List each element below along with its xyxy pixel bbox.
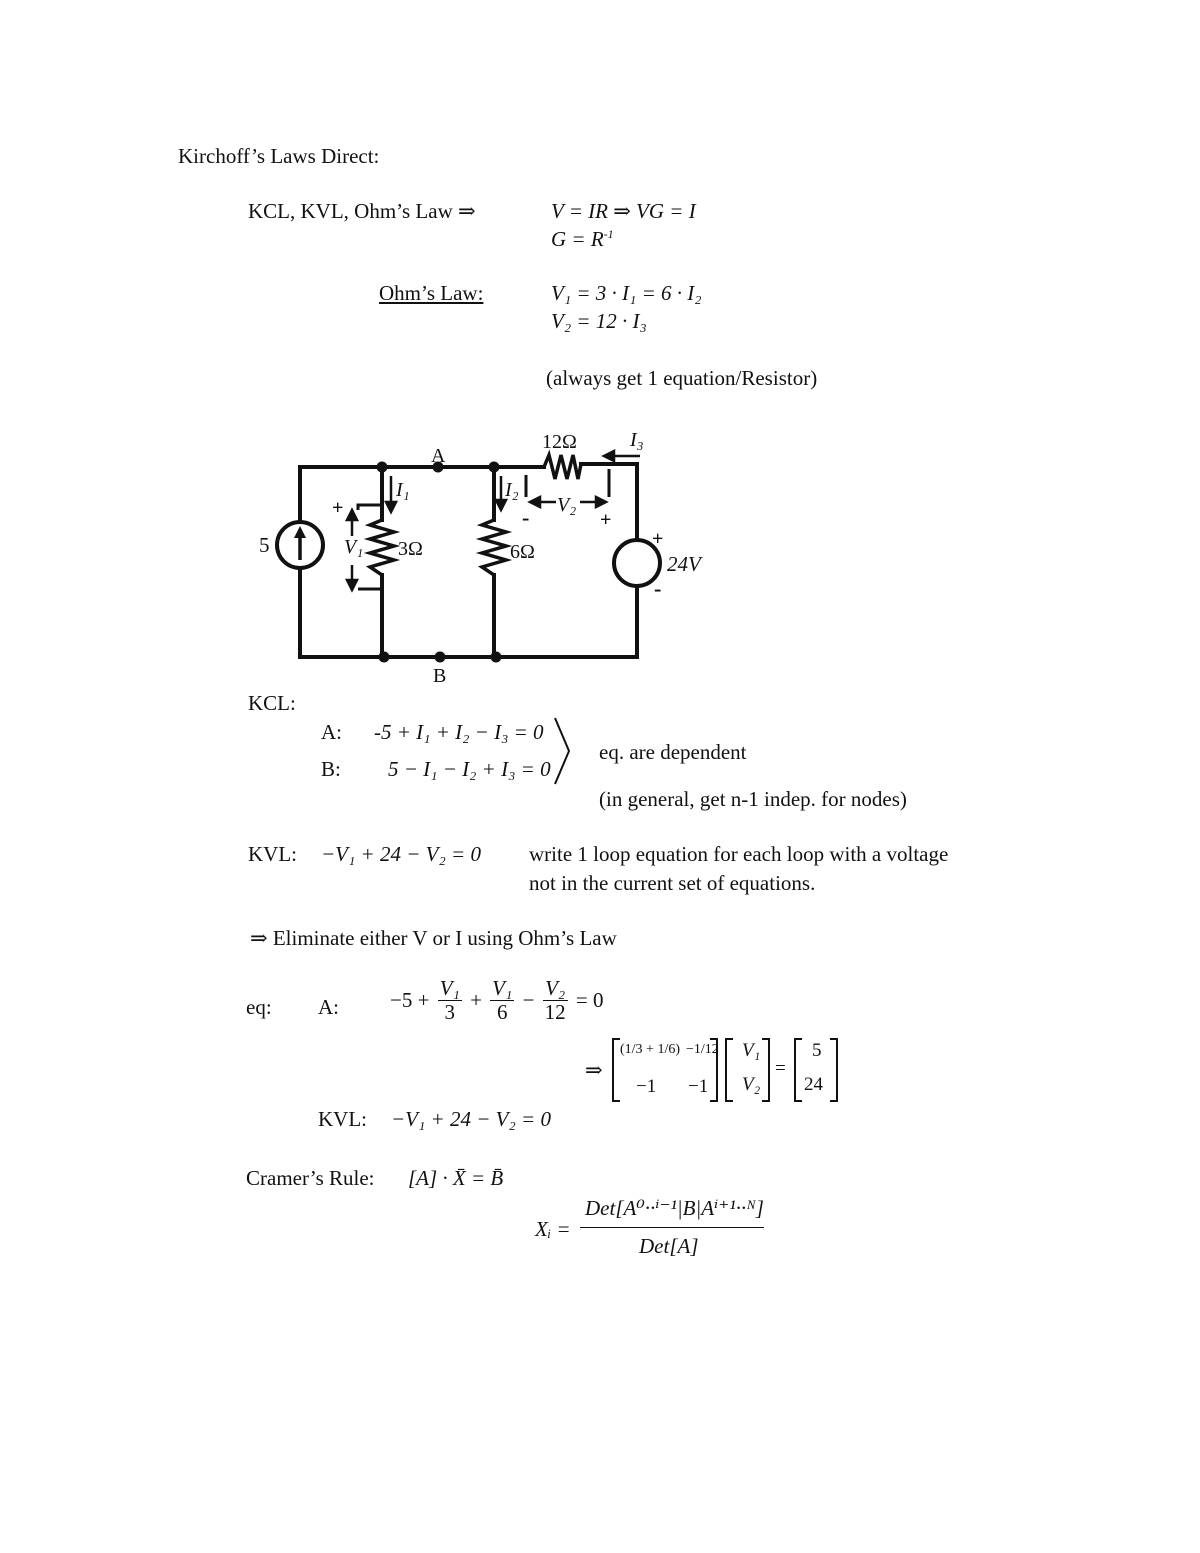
i3-arrow-icon [604, 451, 614, 461]
cramer-fraction-bar [580, 1227, 764, 1228]
resistor-6ohm [482, 520, 506, 575]
v2-arrow-right-icon [596, 497, 606, 507]
i1-arrow-icon [386, 502, 396, 512]
junction-dot [377, 462, 388, 473]
node-a-fraction-equation: −5 + $\frac{\text{V₁}}{3}$ + $\frac{\text{V₁}}{6}$ − $\frac{\text{V₂}}{12}$ = 0 [390, 976, 604, 1025]
current-i2-label: I₂ [505, 479, 519, 501]
v1-arrow-up-icon [347, 510, 357, 520]
kcl-node-a-label: A: [321, 720, 342, 744]
eliminate-line: ⇒ Eliminate either V or I using Ohm’s Law [250, 926, 617, 950]
cramer-denominator: Det[A] [639, 1234, 699, 1258]
ohm-vir-equation: V = IR ⇒ VG = I [551, 199, 696, 223]
vector-x2: V₂ [742, 1074, 761, 1095]
kvl2-label: KVL: [318, 1107, 367, 1131]
resistor-12ohm [544, 455, 581, 479]
ohms-law-eq-2: V₂ = 12 · I₃ [551, 309, 647, 333]
cramer-label: Cramer’s Rule: [246, 1166, 375, 1190]
matrix-a11: (1/3 + 1/6) [620, 1042, 680, 1057]
resistor-6ohm-label: 6Ω [510, 541, 535, 563]
kvl-label: KVL: [248, 842, 297, 866]
v1-plus-sign: + [332, 497, 344, 519]
kcl-brace [553, 716, 573, 786]
kvl-note-line-2: not in the current set of equations. [529, 871, 816, 895]
v1-arrow-down-icon [347, 580, 357, 590]
cramer-numerator: Det[A⁰··ⁱ⁻¹|B|Aⁱ⁺¹··ᴺ] [585, 1196, 764, 1220]
resistor-note: (always get 1 equation/Resistor) [546, 366, 818, 390]
current-i3-label: I₃ [630, 429, 644, 451]
kcl-label: KCL: [248, 691, 296, 715]
v2-minus-sign: - [522, 505, 530, 530]
voltage-v2-label: V₂ [557, 494, 577, 516]
cramer-xi: Xᵢ = [535, 1217, 571, 1241]
ohms-law-eq-1: V₁ = 3 · I₁ = 6 · I₂ [551, 281, 702, 305]
resistor-12ohm-label: 12Ω [542, 431, 577, 453]
eq-label: eq: [246, 995, 272, 1019]
kvl-equation: −V₁ + 24 − V₂ = 0 [321, 842, 481, 866]
dependent-note: eq. are dependent [599, 740, 747, 764]
circuit-diagram [240, 420, 720, 690]
resistor-3ohm-label: 3Ω [398, 538, 423, 560]
current-i1-label: I₁ [396, 479, 410, 501]
kcl-node-b-label: B: [321, 757, 341, 781]
resistor-3ohm [370, 520, 394, 575]
kcl-node-a-equation: -5 + I₁ + I₂ − I₃ = 0 [374, 720, 544, 744]
node-a-label: A [431, 445, 446, 467]
intro-laws: KCL, KVL, Ohm’s Law ⇒ [248, 199, 476, 223]
page-title: Kirchoff’s Laws Direct: [178, 144, 380, 168]
vector-b2: 24 [804, 1074, 823, 1095]
matrix-implies-arrow: ⇒ [585, 1058, 603, 1082]
kvl-note-line-1: write 1 loop equation for each loop with a voltage [529, 842, 949, 866]
i2-arrow-icon [496, 500, 506, 510]
junction-dot [489, 462, 500, 473]
node-b-dot [435, 652, 446, 663]
junction-dot [379, 652, 390, 663]
source-plus-sign: + [652, 528, 664, 550]
voltage-source-label: 24V [667, 552, 701, 576]
matrix-a22: −1 [688, 1076, 709, 1097]
node-equations-note: (in general, get n-1 indep. for nodes) [599, 787, 907, 811]
vector-b1: 5 [812, 1040, 822, 1061]
matrix-a12: −1/12 [686, 1042, 719, 1057]
v2-arrow-left-icon [530, 497, 540, 507]
node-b-label: B [433, 665, 447, 687]
v2-plus-sign: + [600, 509, 612, 531]
ohms-law-label: Ohm’s Law: [379, 281, 484, 305]
voltage-v1-label: V₁ [344, 536, 364, 558]
matrix-a21: −1 [636, 1076, 657, 1097]
vector-x1: V₁ [742, 1040, 761, 1061]
cramer-matrix-equation: [A] · X̄ = B̄ [408, 1166, 504, 1190]
source-minus-sign: - [654, 576, 662, 601]
kcl-node-b-equation: 5 − I₁ − I₂ + I₃ = 0 [388, 757, 551, 781]
current-source-label: 5 [259, 533, 270, 557]
junction-dot [491, 652, 502, 663]
eq-node-a-label: A: [318, 995, 339, 1019]
conductance-equation: $G = R^{-1}$ [551, 227, 614, 251]
matrix-equals: = [775, 1058, 786, 1079]
kvl2-equation: −V₁ + 24 − V₂ = 0 [391, 1107, 551, 1131]
